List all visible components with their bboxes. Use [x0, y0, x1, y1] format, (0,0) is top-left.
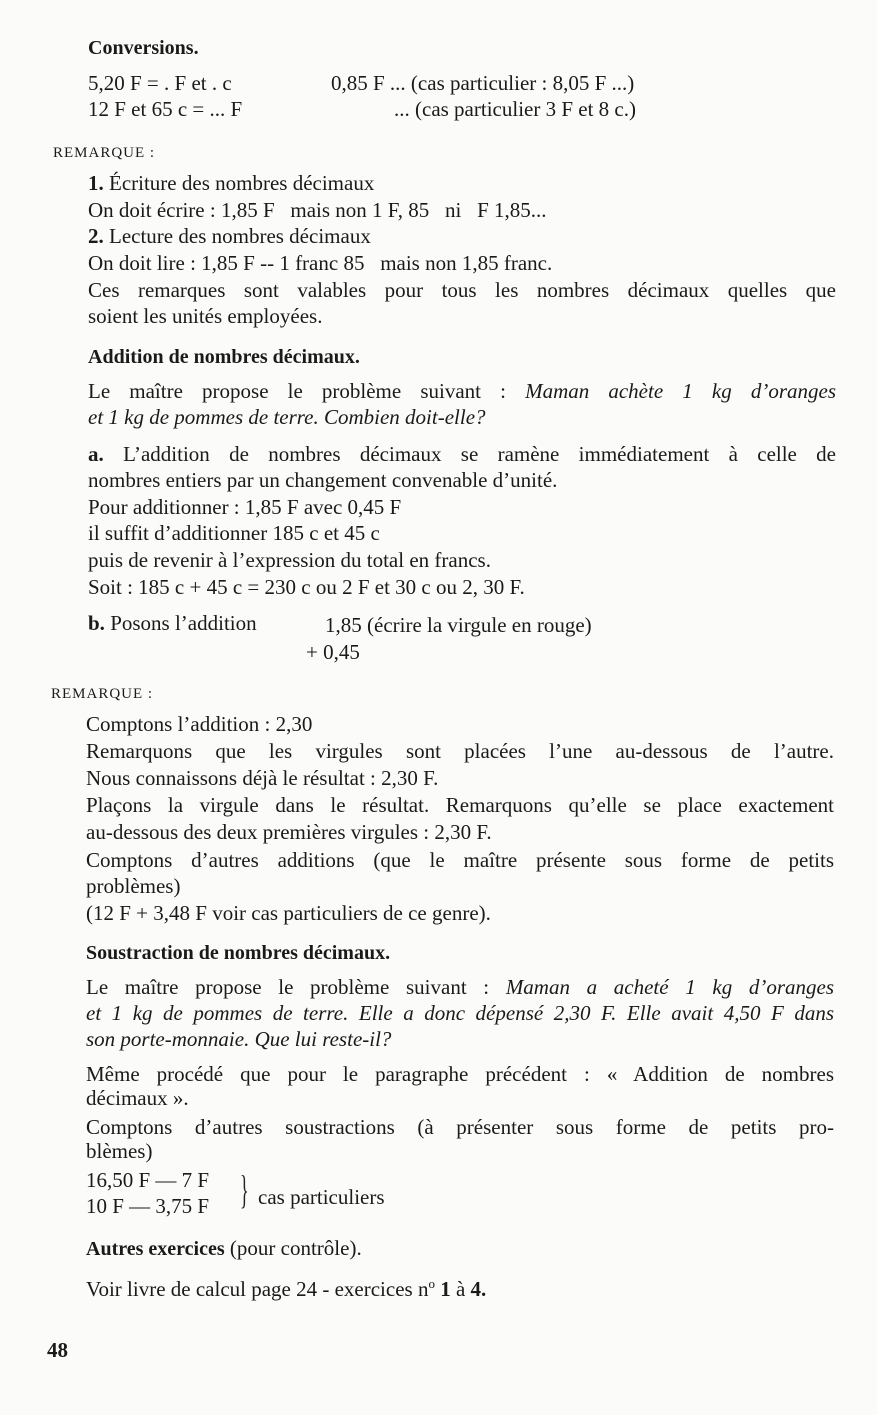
soustraction-intro-line3: son porte-monnaie. Que lui reste-il? — [86, 1027, 392, 1051]
addition-b-line: b. Posons l’addition — [88, 611, 257, 635]
autres-line: Voir livre de calcul page 24 - exercices $n^o$ 1 à 4. — [86, 1276, 487, 1301]
soustraction-line3: Comptons d’autres soustractions (à présenter sous forme de petits pro- — [86, 1115, 834, 1139]
remarque2-line8: (12 F + 3,48 F voir cas particuliers de ce genre). — [86, 901, 491, 925]
soustraction-line1: Même procédé que pour le paragraphe précédent : « Addition de nombres — [86, 1062, 834, 1086]
soustraction-intro-line1: Le maître propose le problème suivant : Maman a acheté 1 kg d’oranges — [86, 975, 835, 999]
addition-heading: Addition de nombres décimaux. — [88, 346, 360, 368]
soustraction-heading: Soustraction de nombres décimaux. — [86, 942, 391, 964]
soustraction-example-1: 16,50 F — 7 F — [86, 1168, 210, 1192]
addition-a-line5: puis de revenir à l’expression du total en francs. — [88, 548, 491, 572]
autres-exercices: Autres exercices (pour contrôle). — [86, 1236, 362, 1260]
soustraction-example-2: 10 F — 3,75 F — [86, 1194, 210, 1218]
remarque-note-line2: soient les unités employées. — [88, 304, 323, 328]
remarque-label-2: REMARQUE : — [51, 686, 154, 702]
addition-a-line6: Soit : 185 c + 45 c = 230 c ou 2 F et 30 c ou 2, 30 F. — [88, 575, 525, 599]
conversion-row2-left: 12 F et 65 c = ... F — [88, 97, 243, 121]
remarque-label: REMARQUE : — [53, 145, 156, 161]
conversion-row1-left: 5,20 F = . F et . c — [88, 71, 232, 95]
page-number: 48 — [47, 1338, 68, 1362]
cas-particuliers-note: cas particuliers — [258, 1185, 385, 1209]
remarque-note-line1: Ces remarques sont valables pour tous les nombres décimaux quelles que — [88, 278, 836, 302]
addition-operand-2: + 0,45 — [306, 640, 360, 664]
conversion-row2-right: ... (cas particulier 3 F et 8 c.) — [394, 97, 636, 121]
remarque2-line5: au-dessous des deux premières virgules : 2,30 F. — [86, 820, 492, 844]
remarque2-line4: Plaçons la virgule dans le résultat. Remarquons qu’elle se place exactement — [86, 793, 834, 817]
addition-a-line2: nombres entiers par un changement convenable d’unité. — [88, 468, 558, 492]
remarque2-line6: Comptons d’autres additions (que le maître présente sous forme de petits — [86, 848, 834, 872]
remarque2-line1: Comptons l’addition : 2,30 — [86, 712, 313, 736]
remarque-line-lire: On doit lire : 1,85 F -- 1 franc 85 mais non 1,85 franc. — [88, 251, 553, 275]
remarque2-line2: Remarquons que les virgules sont placées l’une au-dessous de l’autre. — [86, 739, 834, 763]
addition-operand-1: 1,85 (écrire la virgule en rouge) — [325, 613, 592, 637]
soustraction-intro-line2: et 1 kg de pommes de terre. Elle a donc dépensé 2,30 F. Elle avait 4,50 F dans — [86, 1001, 834, 1025]
remarque2-line3: Nous connaissons déjà le résultat : 2,30 F. — [86, 766, 439, 790]
remarque-point-2: 2. Lecture des nombres décimaux — [88, 224, 371, 248]
addition-intro-line1: Le maître propose le problème suivant : Maman achète 1 kg d’oranges — [88, 379, 836, 403]
addition-a-line4: il suffit d’additionner 185 c et 45 c — [88, 521, 380, 545]
conversions-heading: Conversions. — [88, 37, 199, 59]
soustraction-line2: décimaux ». — [86, 1086, 189, 1110]
conversion-row1-right: 0,85 F ... (cas particulier : 8,05 F ...) — [331, 71, 635, 95]
remarque2-line7: problèmes) — [86, 874, 181, 898]
addition-intro-line2: et 1 kg de pommes de terre. Combien doit-elle? — [88, 405, 486, 429]
soustraction-line4: blèmes) — [86, 1139, 153, 1163]
addition-a-line1: a. L’addition de nombres décimaux se ramène immédiatement à celle de — [88, 442, 837, 466]
brace-icon: } — [240, 1167, 249, 1212]
remarque-line-ecrire: On doit écrire : 1,85 F mais non 1 F, 85 ni F 1,85... — [88, 198, 547, 222]
addition-a-line3: Pour additionner : 1,85 F avec 0,45 F — [88, 495, 402, 519]
remarque-point-1: 1. Écriture des nombres décimaux — [88, 171, 375, 195]
